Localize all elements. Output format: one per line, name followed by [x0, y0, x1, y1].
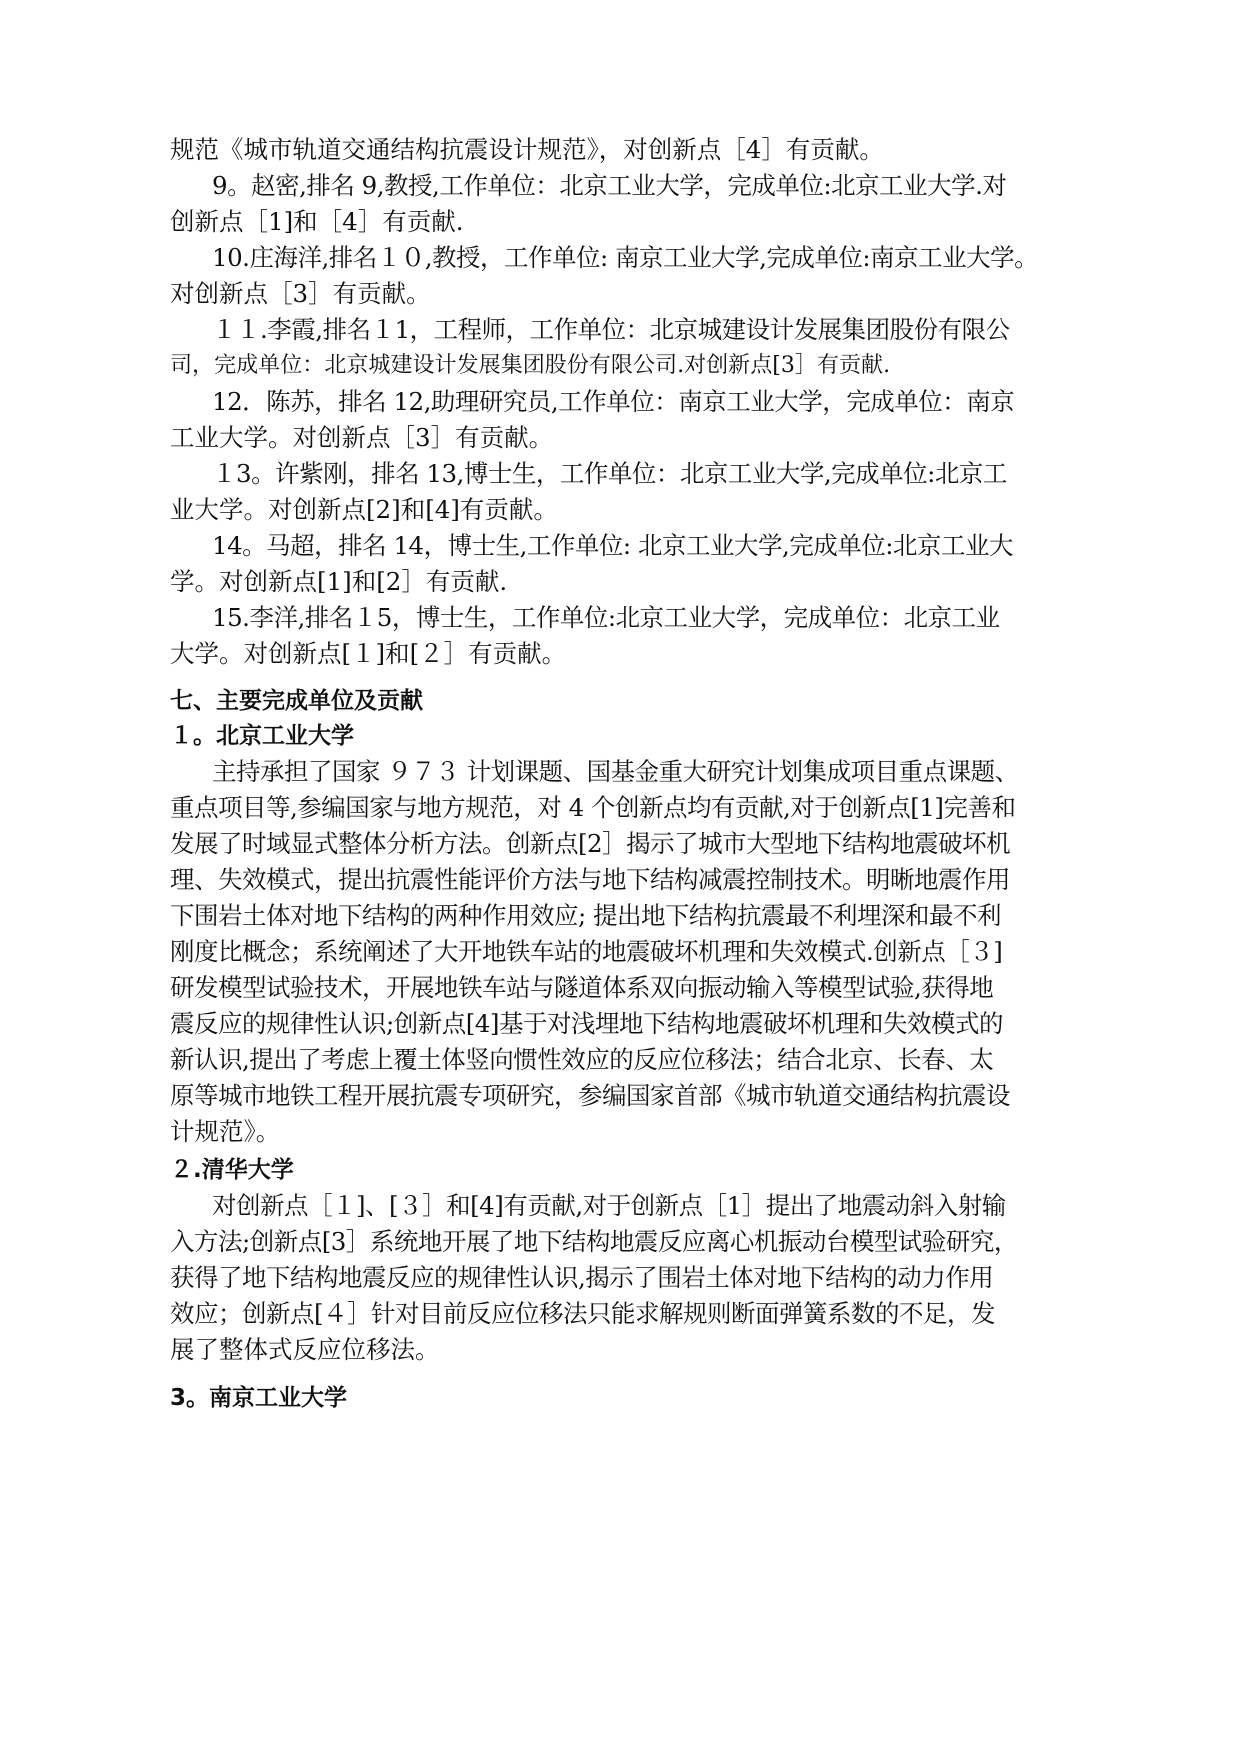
line-text: 9。赵密,排名 9,教授,工作单位：北京工业大学，完成单位:北京工业大学.对	[212, 171, 1007, 200]
text-line	[0, 1330, 1241, 1370]
line-text: 创新点［1]和［4］有贡献.	[170, 207, 464, 236]
text-line	[0, 526, 1241, 566]
line-text: 展了整体式反应位移法。	[170, 1335, 440, 1364]
heading-text: 3。南京工业大学	[170, 1385, 348, 1411]
text-line	[0, 1112, 1241, 1152]
line-text: 新认识,提出了考虑上覆土体竖向惯性效应的反应位移法；结合北京、长春、太	[170, 1045, 994, 1074]
line-text: 发展了时域显式整体分析方法。创新点[2］揭示了城市大型地下结构地震破坏机	[170, 829, 1011, 858]
line-text: 获得了地下结构地震反应的规律性认识,揭示了围岩土体对地下结构的动力作用	[170, 1263, 994, 1292]
text-line	[0, 788, 1241, 828]
section-heading	[0, 1378, 1241, 1418]
text-line	[0, 274, 1241, 314]
line-text: １3。许紫刚，排名 13,博士生，工作单位：北京工业大学,完成单位:北京工	[212, 459, 1007, 488]
text-line	[0, 1040, 1241, 1080]
line-text: 重点项目等,参编国家与地方规范，对 4 个创新点均有贡献,对于创新点[1]完善和	[170, 793, 1016, 822]
line-text: 入方法;创新点[3］系统地开展了地下结构地震反应离心机振动台模型试验研究，	[170, 1227, 1018, 1256]
line-text: 12．陈苏，排名 12,助理研究员,工作单位：南京工业大学，完成单位：南京	[212, 387, 1015, 416]
line-text: 计规范》。	[170, 1117, 281, 1146]
text-line	[0, 562, 1241, 602]
text-line	[0, 598, 1241, 638]
text-line	[0, 1222, 1241, 1262]
line-text: 14。马超，排名 14，博士生,工作单位: 北京工业大学,完成单位:北京工业大	[212, 531, 1014, 560]
text-line	[0, 1076, 1241, 1116]
line-text: 对创新点［3］有贡献。	[170, 279, 431, 308]
text-line	[0, 752, 1241, 792]
line-text: 下围岩土体对地下结构的两种作用效应; 提出地下结构抗震最不利埋深和最不利	[170, 901, 1002, 930]
line-text: 学。对创新点[1]和[2］有贡献.	[170, 567, 508, 596]
text-line	[0, 1004, 1241, 1044]
line-text: 对创新点［１]、[３］和[4]有贡献,对于创新点［1］提出了地震动斜入射输	[212, 1191, 1006, 1220]
text-line	[0, 932, 1241, 972]
text-line	[0, 1258, 1241, 1298]
line-text: 理、失效模式，提出抗震性能评价方法与地下结构减震控制技术。明晰地震作用	[170, 865, 1010, 894]
line-text: 刚度比概念；系统阐述了大开地铁车站的地震破坏机理和失效模式.创新点［３]	[170, 937, 1003, 966]
heading-text: １。北京工业大学	[170, 723, 354, 749]
text-line	[0, 824, 1241, 864]
text-line	[0, 382, 1241, 422]
heading-text: ２.清华大学	[170, 1157, 294, 1183]
text-line	[0, 346, 1241, 386]
section-heading	[0, 1150, 1241, 1190]
text-line	[0, 896, 1241, 936]
line-text: 司，完成单位：北京城建设计发展集团股份有限公司.对创新点[3］有贡献.	[170, 353, 891, 378]
line-text: 主持承担了国家 ９７３ 计划课题、国基金重大研究计划集成项目重点课题、	[212, 757, 1019, 786]
text-line	[0, 202, 1241, 242]
heading-text: 七、主要完成单位及贡献	[170, 688, 423, 714]
text-line	[0, 860, 1241, 900]
text-line	[0, 490, 1241, 530]
text-line	[0, 130, 1241, 170]
text-line	[0, 454, 1241, 494]
text-line	[0, 238, 1241, 278]
line-text: 业大学。对创新点[2]和[4]有贡献。	[170, 495, 558, 524]
line-text: 规范《城市轨道交通结构抗震设计规范》，对创新点［4］有贡献。	[170, 135, 884, 164]
text-line	[0, 1186, 1241, 1226]
line-text: 15.李洋,排名１5，博士生，工作单位:北京工业大学，完成单位：北京工业	[212, 603, 1000, 632]
text-line	[0, 166, 1241, 206]
text-line	[0, 418, 1241, 458]
line-text: 研发模型试验技术，开展地铁车站与隧道体系双向振动输入等模型试验,获得地	[170, 973, 994, 1002]
line-text: 原等城市地铁工程开展抗震专项研究，参编国家首部《城市轨道交通结构抗震设	[170, 1081, 1010, 1110]
text-line	[0, 634, 1241, 674]
line-text: 大学。对创新点[１]和[２］有贡献。	[170, 639, 567, 668]
section-heading	[0, 716, 1241, 756]
line-text: 震反应的规律性认识;创新点[4]基于对浅埋地下结构地震破坏机理和失效模式的	[170, 1009, 1003, 1038]
section-heading	[0, 681, 1241, 721]
line-text: 10.庄海洋,排名１０,教授，工作单位: 南京工业大学,完成单位:南京工业大学。	[212, 243, 1039, 272]
text-line	[0, 968, 1241, 1008]
text-line	[0, 1294, 1241, 1334]
line-text: 工业大学。对创新点［3］有贡献。	[170, 423, 554, 452]
text-line	[0, 310, 1241, 350]
line-text: 效应；创新点[４］针对目前反应位移法只能求解规则断面弹簧系数的不足，发	[170, 1299, 996, 1328]
line-text: １１.李霞,排名１1，工程师，工作单位：北京城建设计发展集团股份有限公	[212, 315, 1010, 344]
